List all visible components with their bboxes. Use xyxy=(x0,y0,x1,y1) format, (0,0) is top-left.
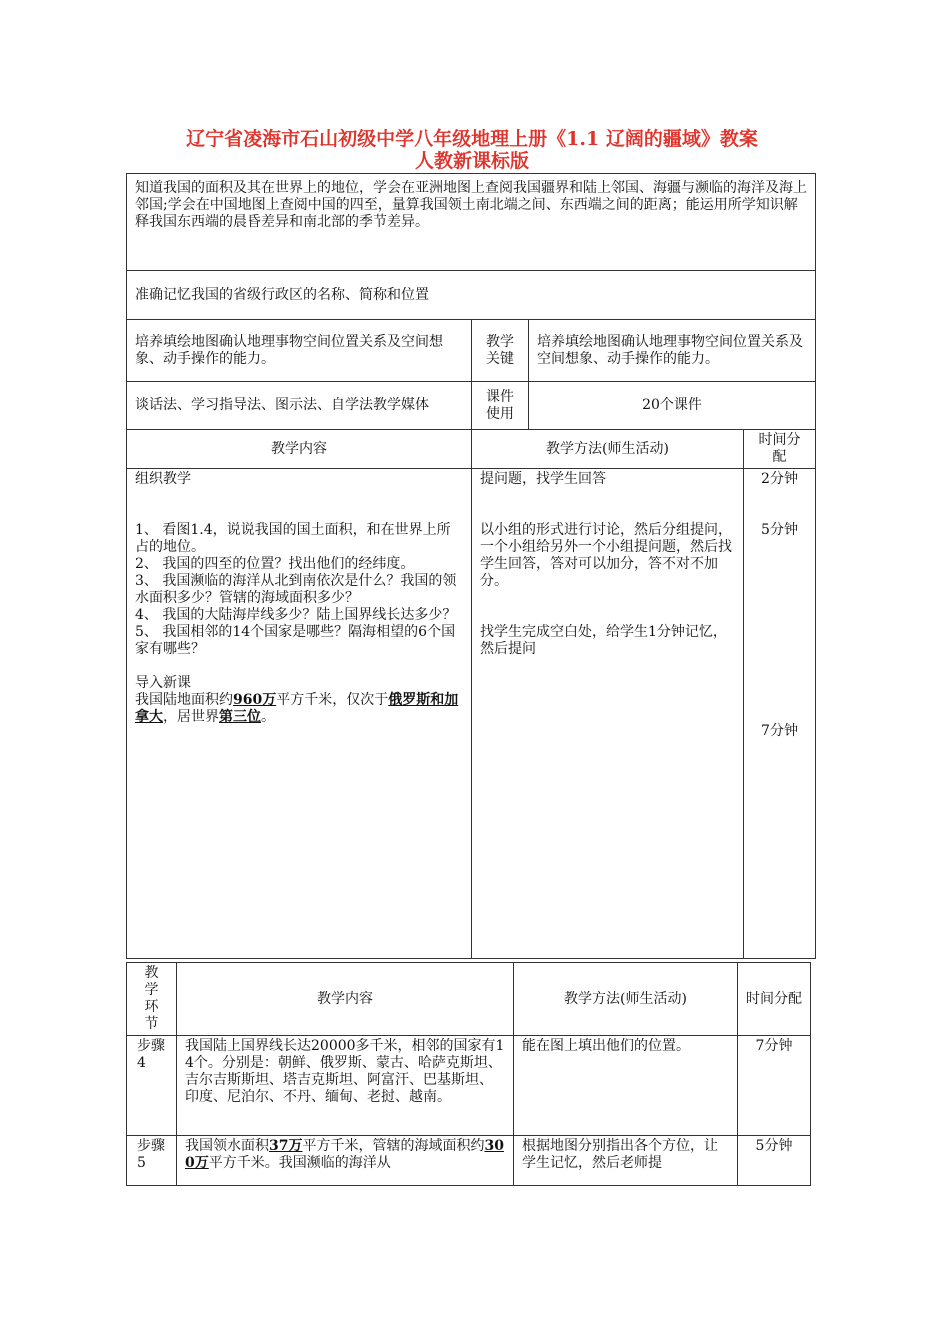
step-5-method: 根据地图分别指出各个方位，让学生记忆，然后老师提 xyxy=(514,1136,738,1186)
question-3: 3、 我国濒临的海洋从北到南依次是什么？我国的领水面积多少？管辖的海域面积多少？ xyxy=(135,573,457,606)
lesson-plan-table xyxy=(126,173,816,959)
header-time: 时间分配 xyxy=(744,430,816,469)
intro-new-lesson: 导入新课 xyxy=(135,675,191,691)
courseware-cell: 20个课件 xyxy=(529,382,816,430)
title-line-2: 人教新课标版 xyxy=(414,150,529,172)
header-stage: 教学环节 xyxy=(127,963,177,1036)
time-1: 2分钟 xyxy=(761,471,798,487)
time-3: 7分钟 xyxy=(761,723,798,739)
main-time-cell xyxy=(744,469,816,959)
step-5-label: 步骤5 xyxy=(127,1136,177,1186)
header-content: 教学内容 xyxy=(127,430,472,469)
title-line-1: 辽宁省凌海市石山初级中学八年级地理上册《1.1 辽阔的疆域》教案 xyxy=(186,128,758,150)
land-area-statement xyxy=(135,692,463,726)
question-4: 4、 我国的大陆海岸线多少？陆上国界线长达多少？ xyxy=(135,607,457,623)
answer-blank: 第三位 xyxy=(219,709,261,725)
step-5-content xyxy=(177,1136,514,1186)
time-2: 5分钟 xyxy=(761,522,798,538)
method-left-cell: 谈话法、学习指导法、图示法、自学法教学媒体 xyxy=(127,382,472,430)
step-5-time: 5分钟 xyxy=(738,1136,811,1186)
main-method-cell xyxy=(472,469,744,959)
answer-blank: 俄罗斯和加拿大 xyxy=(135,692,459,725)
key-right-cell: 培养填绘地图确认地理事物空间位置关系及空间想象、动手操作的能力。 xyxy=(529,320,816,382)
main-content-cell xyxy=(127,469,472,959)
key-left-cell: 培养填绘地图确认地理事物空间位置关系及空间想象、动手操作的能力。 xyxy=(127,320,472,382)
text-segment: 我国陆地面积约 xyxy=(135,692,233,708)
key-label-cell: 教学关键 xyxy=(472,320,529,382)
steps-table xyxy=(126,962,811,1186)
method-1: 提问题，找学生回答 xyxy=(480,471,606,487)
step-4-method: 能在图上填出他们的位置。 xyxy=(514,1036,738,1136)
method-3: 找学生完成空白处，给学生1分钟记忆，然后提问 xyxy=(480,624,727,657)
text-segment: ，居世界 xyxy=(163,709,219,725)
text-segment: 我国领水面积 xyxy=(185,1138,269,1154)
header-time-2: 时间分配 xyxy=(738,963,811,1036)
step-4-content: 我国陆上国界线长达20000多千米，相邻的国家有14个。分别是：朝鲜、俄罗斯、蒙古、哈萨克斯坦、吉尔吉斯斯坦、塔吉克斯坦、阿富汗、巴基斯坦、印度、尼泊尔、不丹、缅甸、老挝、越南。 xyxy=(177,1036,514,1136)
header-method-2: 教学方法(师生活动) xyxy=(514,963,738,1036)
question-5: 5、 我国相邻的14个国家是哪些？隔海相望的6个国家有哪些？ xyxy=(135,624,456,657)
step-4-label: 步骤4 xyxy=(127,1036,177,1136)
org-teaching: 组织教学 xyxy=(135,471,191,487)
question-2: 2、 我国的四至的位置？找出他们的经纬度。 xyxy=(135,556,415,572)
answer-blank: 960万 xyxy=(233,692,277,708)
answer-blank: 37万 xyxy=(269,1138,303,1154)
text-segment: 平方千米，管辖的海域面积约 xyxy=(302,1138,485,1154)
question-1: 1、 看图1.4，说说我国的国土面积，和在世界上所占的地位。 xyxy=(135,522,451,555)
text-segment: 。 xyxy=(261,709,275,725)
header-content-2: 教学内容 xyxy=(177,963,514,1036)
method-label-cell: 课件使用 xyxy=(472,382,529,430)
method-2: 以小组的形式进行讨论，然后分组提问，一个小组给另外一个小组提问题，然后找学生回答，答对可以加分，答不对不加分。 xyxy=(480,522,732,589)
step-4-time: 7分钟 xyxy=(738,1036,811,1136)
text-segment: 平方千米，仅次于 xyxy=(276,692,389,708)
focus-cell: 准确记忆我国的省级行政区的名称、简称和位置 xyxy=(127,271,816,320)
page-title xyxy=(127,128,817,172)
text-segment: 平方千米。我国濒临的海洋从 xyxy=(208,1155,391,1171)
header-method: 教学方法(师生活动) xyxy=(472,430,744,469)
answer-blank: 300万 xyxy=(185,1138,504,1171)
objectives-cell: 知道我国的面积及其在世界上的地位，学会在亚洲地图上查阅我国疆界和陆上邻国、海疆与濒临的海洋及海上邻国;学会在中国地图上查阅中国的四至，量算我国领土南北端之间、东西端之间的距离；能运用所学知识解释我国东西端的晨昏差异和南北部的季节差异。 xyxy=(127,174,816,271)
